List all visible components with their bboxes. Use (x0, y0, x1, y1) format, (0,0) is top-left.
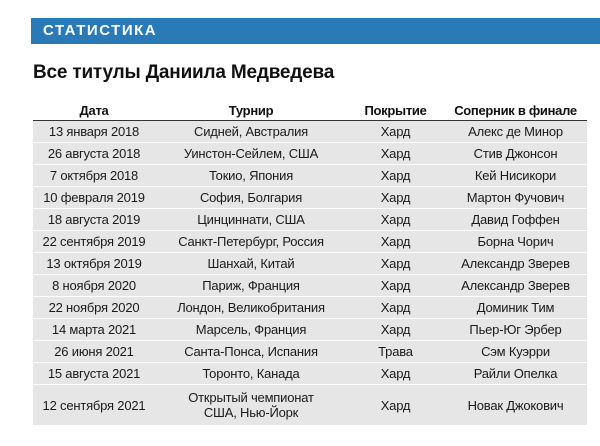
cell-surface: Хард (347, 231, 444, 253)
table-row (33, 319, 587, 341)
cell-opponent: Давид Гоффен (444, 209, 587, 231)
cell-surface: Хард (347, 385, 444, 426)
cell-tournament: Цинциннати, США (155, 209, 347, 231)
cell-tournament: Токио, Япония (155, 165, 347, 187)
table-row (33, 187, 587, 209)
section-header-bar (31, 18, 600, 44)
cell-tournament: Париж, Франция (155, 275, 347, 297)
cell-tournament: Шанхай, Китай (155, 253, 347, 275)
table-row (33, 231, 587, 253)
cell-opponent: Кей Нисикори (444, 165, 587, 187)
cell-opponent: Мартон Фучович (444, 187, 587, 209)
cell-opponent: Александр Зверев (444, 253, 587, 275)
cell-date: 22 ноября 2020 (33, 297, 155, 319)
table-row (33, 363, 587, 385)
cell-surface: Хард (347, 363, 444, 385)
column-header-opponent: Соперник в финале (444, 100, 587, 121)
cell-tournament-line2: США, Нью-Йорк (203, 405, 299, 420)
section-label: СТАТИСТИКА (43, 22, 158, 39)
cell-surface: Хард (347, 143, 444, 165)
cell-tournament: София, Болгария (155, 187, 347, 209)
table-row (33, 121, 587, 143)
cell-surface: Хард (347, 319, 444, 341)
cell-tournament: Санта-Понса, Испания (155, 341, 347, 363)
cell-date: 14 марта 2021 (33, 319, 155, 341)
cell-date: 12 сентября 2021 (33, 385, 155, 426)
cell-opponent: Борна Чорич (444, 231, 587, 253)
table-row (33, 341, 587, 363)
cell-date: 7 октября 2018 (33, 165, 155, 187)
table-row (33, 209, 587, 231)
table-row (33, 165, 587, 187)
cell-tournament (155, 385, 347, 426)
table-row (33, 297, 587, 319)
cell-opponent: Александр Зверев (444, 275, 587, 297)
cell-date: 13 октября 2019 (33, 253, 155, 275)
cell-date: 18 августа 2019 (33, 209, 155, 231)
table-row (33, 385, 587, 426)
cell-opponent: Стив Джонсон (444, 143, 587, 165)
table-row (33, 253, 587, 275)
cell-date: 15 августа 2021 (33, 363, 155, 385)
cell-surface: Трава (347, 341, 444, 363)
cell-date: 8 ноября 2020 (33, 275, 155, 297)
cell-surface: Хард (347, 121, 444, 143)
table-header-row (33, 100, 587, 121)
cell-date: 10 февраля 2019 (33, 187, 155, 209)
cell-opponent: Сэм Куэрри (444, 341, 587, 363)
page-title: Все титулы Даниила Медведева (33, 62, 335, 83)
cell-surface: Хард (347, 253, 444, 275)
cell-opponent: Доминик Тим (444, 297, 587, 319)
table-row (33, 275, 587, 297)
cell-date: 26 июня 2021 (33, 341, 155, 363)
cell-tournament: Уинстон-Сейлем, США (155, 143, 347, 165)
cell-tournament: Сидней, Австралия (155, 121, 347, 143)
cell-date: 13 января 2018 (33, 121, 155, 143)
cell-opponent: Новак Джокович (444, 385, 587, 426)
cell-opponent: Райли Опелка (444, 363, 587, 385)
column-header-tournament: Турнир (155, 100, 347, 121)
cell-tournament: Торонто, Канада (155, 363, 347, 385)
cell-tournament-line1: Открытый чемпионат (188, 390, 314, 405)
cell-surface: Хард (347, 209, 444, 231)
cell-surface: Хард (347, 275, 444, 297)
column-header-date: Дата (33, 100, 155, 121)
cell-surface: Хард (347, 165, 444, 187)
cell-tournament: Марсель, Франция (155, 319, 347, 341)
table-row (33, 143, 587, 165)
titles-table (33, 100, 587, 426)
cell-date: 26 августа 2018 (33, 143, 155, 165)
cell-date: 22 сентября 2019 (33, 231, 155, 253)
cell-tournament: Лондон, Великобритания (155, 297, 347, 319)
cell-surface: Хард (347, 297, 444, 319)
cell-opponent: Пьер-Юг Эрбер (444, 319, 587, 341)
cell-opponent: Алекс де Минор (444, 121, 587, 143)
cell-tournament: Санкт-Петербург, Россия (155, 231, 347, 253)
cell-surface: Хард (347, 187, 444, 209)
column-header-surface: Покрытие (347, 100, 444, 121)
